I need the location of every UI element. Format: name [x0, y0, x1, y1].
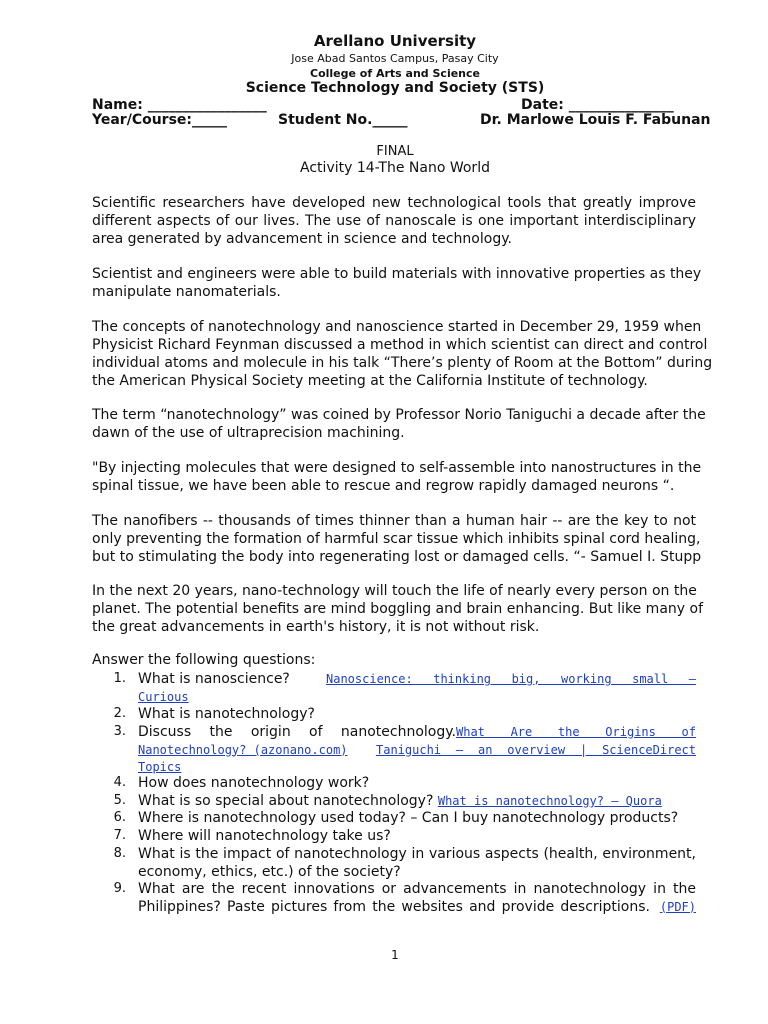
paragraph-line: In the next 20 years, nano-technology will touch the life of nearly every person on the [92, 583, 697, 599]
question-text: What is the impact of nanotechnology in various aspects (health, environment, [138, 846, 696, 862]
paragraph-line: manipulate nanomaterials. [92, 284, 281, 300]
paragraph-line: dawn of the use of ultraprecision machining. [92, 425, 405, 441]
taniguchi-link-continued[interactable]: Topics [138, 760, 182, 774]
activity-title: Activity 14-The Nano World [300, 160, 490, 176]
paragraph-quote-injection [92, 459, 702, 495]
question-text: Where is nanotechnology used today? – Can I buy nanotechnology products? [138, 810, 679, 826]
quora-link[interactable]: What is nanotechnology? – Quora [437, 794, 662, 808]
paragraph-line: different aspects of our lives. The use of nanoscale is one important interdisciplinary [92, 213, 696, 229]
paragraph-line: "By injecting molecules that were designed to self-assemble into nanostructures in the [92, 460, 702, 476]
paragraph-nanofibers [92, 512, 702, 566]
department-line: Science Technology and Society (STS) [245, 80, 545, 96]
university-title: Arellano University [313, 32, 477, 50]
paragraph-line: only preventing the formation of harmful scar tissue which inhibits spinal cord healing, [92, 531, 701, 547]
paragraph-line: Physicist Richard Feynman discussed a method in which scientist can direct and control [92, 337, 708, 353]
question-number: 6. [113, 810, 126, 825]
paragraph-line: The nanofibers -- thousands of times thinner than a human hair -- are the key to not [92, 513, 696, 529]
question-number: 1. [113, 671, 126, 686]
paragraph-line: but to stimulating the body into regenerating lost or damaged cells. “- Samuel I. Stupp [92, 549, 702, 565]
question-text: How does nanotechnology work? [138, 775, 370, 791]
paragraph-line: area generated by advancement in science and technology. [92, 231, 512, 247]
nanoscience-link[interactable]: Nanoscience: thinking big, working small – [326, 672, 696, 686]
instructor-name: Dr. Marlowe Louis F. Fabunan [480, 112, 711, 128]
pdf-link[interactable]: (PDF) [659, 899, 696, 914]
final-label: FINAL [376, 144, 414, 159]
paragraph-line: The term “nanotechnology” was coined by Professor Norio Taniguchi a decade after the [92, 407, 706, 423]
taniguchi-link[interactable]: Taniguchi – an overview | ScienceDirect [376, 742, 696, 757]
paragraph-line: the American Physical Society meeting at the California Institute of technology. [92, 373, 648, 389]
origins-link[interactable]: What Are the Origins of [456, 725, 696, 739]
paragraph-taniguchi [92, 406, 706, 442]
question-text: What is nanoscience? [138, 671, 290, 687]
paragraph-line: Scientist and engineers were able to build materials with innovative properties as they [92, 266, 702, 282]
question-text: Where will nanotechnology take us? [138, 828, 391, 844]
question-text-continued: economy, ethics, etc.) of the society? [138, 863, 401, 880]
paragraph-line: planet. The potential benefits are mind boggling and brain enhancing. But like many of [92, 601, 703, 617]
question-text: What is so special about nanotechnology? [138, 793, 434, 809]
paragraph-line: individual atoms and molecule in his talk “There’s plenty of Room at the Bottom” during [92, 355, 713, 371]
paragraph-materials [92, 265, 702, 301]
paragraph-line: The concepts of nanotechnology and nanoscience started in December 29, 1959 when [92, 319, 702, 335]
nanoscience-link-continued[interactable]: Curious [138, 689, 189, 704]
college-line: College of Arts and Science [310, 67, 480, 80]
question-number: 9. [113, 881, 126, 896]
question-text-continued: Philippines? Paste pictures from the websites and provide descriptions. [138, 898, 650, 915]
question-number: 2. [113, 706, 126, 721]
question-number: 4. [113, 775, 126, 790]
year-course-field: Year/Course:_____ [92, 112, 228, 128]
page-number: 1 [391, 948, 399, 962]
question-number: 5. [113, 793, 126, 808]
question-number: 3. [113, 724, 126, 739]
questions-intro: Answer the following questions: [92, 652, 316, 668]
origins-link-continued[interactable]: Nanotechnology? (azonano.com) [138, 742, 348, 757]
paragraph-feynman [92, 318, 713, 390]
question-text: Discuss the origin of nanotechnology. [138, 724, 456, 740]
question-text: What are the recent innovations or advancements in nanotechnology in the [138, 881, 696, 897]
student-no-field: Student No._____ [278, 112, 408, 128]
campus-line: Jose Abad Santos Campus, Pasay City [291, 52, 499, 65]
paragraph-line: Scientific researchers have developed new technological tools that greatly improve [92, 195, 696, 211]
question-number: 7. [113, 828, 126, 843]
paragraph-intro [92, 194, 696, 248]
paragraph-line: spinal tissue, we have been able to rescue and regrow rapidly damaged neurons “. [92, 478, 675, 494]
question-text: What is nanotechnology? [138, 706, 315, 722]
question-number: 8. [113, 846, 126, 861]
paragraph-future [92, 582, 703, 636]
date-field: Date: _______________ [521, 97, 674, 113]
paragraph-line: the great advancements in earth's history, it is not without risk. [92, 619, 540, 635]
name-field: Name: _________________ [92, 97, 267, 113]
